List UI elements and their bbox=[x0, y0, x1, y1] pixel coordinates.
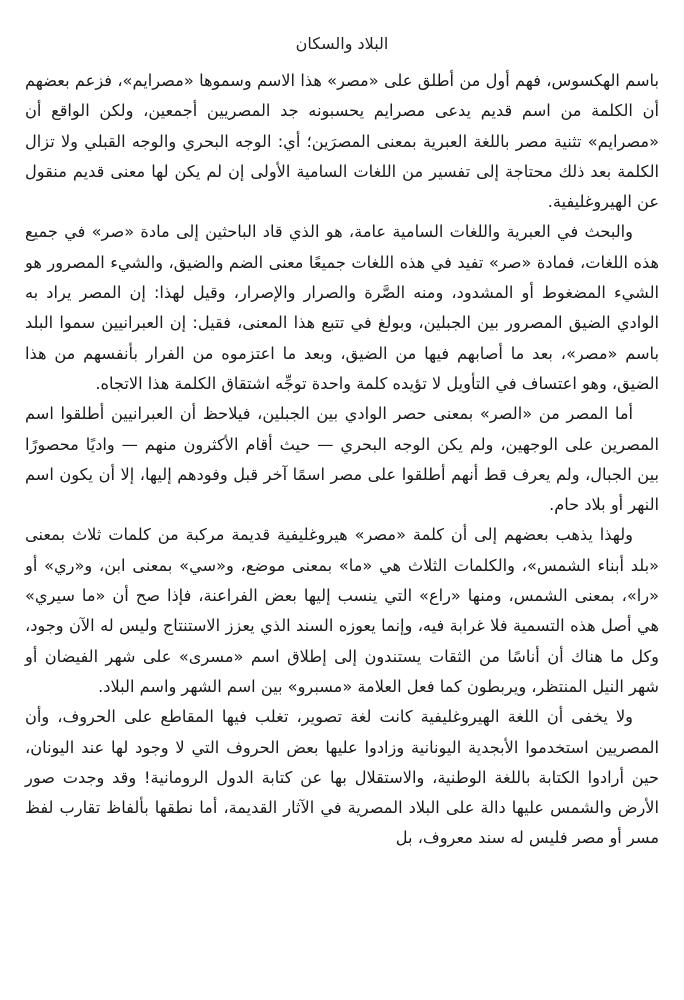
paragraph-4: ولهذا يذهب بعضهم إلى أن كلمة «مصر» هيروغليفية قديمة مركبة من كلمات ثلاث بمعنى «بلد أبناء الشمس»، والكلمات الثلاث هي «ما» بمعنى موضع، و«سي» بمعنى ابن، و«ري» أو «را»، بمعنى الشمس، ومنها «راع» التي ينسب إليها بعض الفراعنة، فإذا صح أن «ما سيري» هي أصل هذه التسمية فلا غرابة فيه، وإنما يعوزه السند الذي يعزز الاستنتاج وليس له الآن وجود، وكل ما هناك أن أناسًا من الثقات يستندون إلى إطلاق اسم «مسرى» على شهر الفيضان أو شهر النيل المنتظر، ويربطون كما فعل العلامة «مسبرو» بين اسم الشهر واسم البلاد. bbox=[25, 525, 659, 696]
paragraph-1: باسم الهكسوس، فهم أول من أطلق على «مصر» هذا الاسم وسموها «مصرايم»، فزعم بعضهم أن الكلمة من اسم قديم يدعى مصرايم يحسبونه جد المصريين أجمعين، ولكن الواقع أن «مصرايم» تثنية مصر باللغة العبرية بمعنى المصرَين؛ أي: الوجه البحري والوجه القبلي ولا تزال الكلمة بعد ذلك محتاجة إلى تفسير من اللغات السامية الأولى إن لم يكن لها معنى قديم منقول عن الهيروغليفية. bbox=[25, 71, 659, 212]
paragraph-3: أما المصر من «الصر» بمعنى حصر الوادي بين الجبلين، فيلاحظ أن العبرانيين أطلقوا اسم المصرين على الوجهين، ولم يكن الوجه البحري — حيث أقام الأكثرون منهم — واديًا محصورًا بين الجبال، ولم يعرف قط أنهم أطلقوا على مصر اسمًا آخر قبل وفودهم إليها، إلا أن يكون اسم النهر أو بلاد حام. bbox=[25, 404, 659, 515]
running-header: البلاد والسكان bbox=[295, 34, 389, 53]
paragraph-2: والبحث في العبرية واللغات السامية عامة، هو الذي قاد الباحثين إلى مادة «صر» في جميع هذه اللغات، فمادة «صر» تفيد في هذه اللغات جميعًا معنى الضم والضيق، والشيء المصرور هو الشيء المضغوط أو المشدود، ومنه الصَّرة والصرار والإصرار، وقيل لهذا: إن المصر يراد به الوادي الضيق المصرور بين الجبلين، وبولغ في تتبع هذا المعنى، فقيل: إن العبرانيين سموا البلد باسم «مصر»، بعد ما أصابهم فيها من الضيق، وبعد ما اعتزموه من الفرار بأنفسهم من هذا الضيق، وهو اعتساف في التأويل لا تؤيده كلمة واحدة توجِّه اشتقاق الكلمة هذا الاتجاه. bbox=[25, 222, 659, 393]
page-body bbox=[25, 66, 659, 854]
paragraph-5: ولا يخفى أن اللغة الهيروغليفية كانت لغة تصوير، تغلب فيها المقاطع على الحروف، وأن المصريين استخدموا الأبجدية اليونانية وزادوا عليها بعض الحروف التي لا وجود لها عند اليونان، حين أرادوا الكتابة باللغة الوطنية، والاستقلال بها عن كتابة الدول الرومانية! وقد وجدت صور الأرض والشمس عليها دالة على البلاد المصرية في الآثار القديمة، أما نطقها بألفاظ تقارب لفظ مسر أو مصر فليس له سند معروف، بل bbox=[25, 707, 659, 848]
